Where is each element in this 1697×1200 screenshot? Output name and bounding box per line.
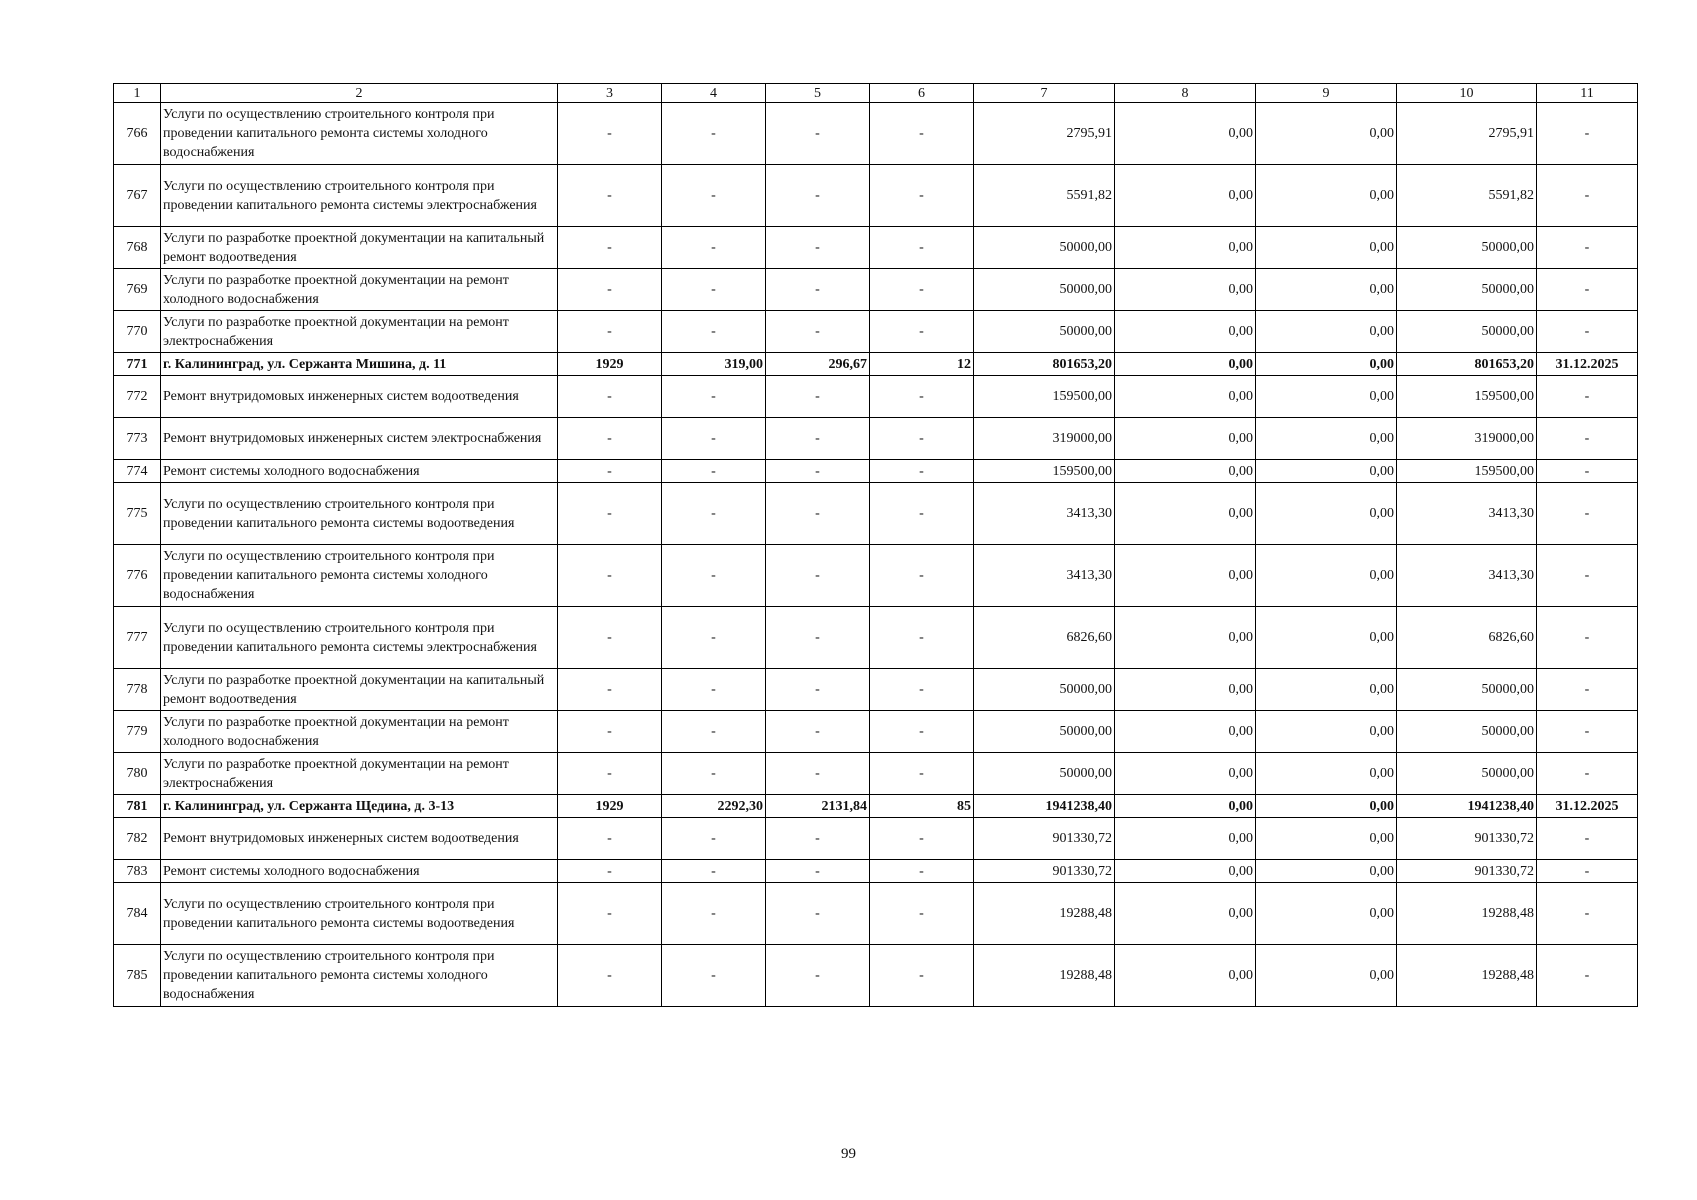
col6-cell: - xyxy=(870,460,974,483)
row-number-cell: 772 xyxy=(114,376,161,418)
col6-cell: 12 xyxy=(870,353,974,376)
col5-cell: - xyxy=(766,711,870,753)
col5-cell: - xyxy=(766,269,870,311)
col7-cell: 1941238,40 xyxy=(974,795,1115,818)
table-row xyxy=(114,269,1638,311)
col6-cell: - xyxy=(870,103,974,165)
column-number-header: 11 xyxy=(1537,84,1638,103)
col10-cell: 50000,00 xyxy=(1397,669,1537,711)
column-number-header: 3 xyxy=(558,84,662,103)
table-row xyxy=(114,860,1638,883)
col3-cell: - xyxy=(558,545,662,607)
table-row xyxy=(114,376,1638,418)
row-number-cell: 768 xyxy=(114,227,161,269)
col9-cell: 0,00 xyxy=(1256,753,1397,795)
col3-cell: - xyxy=(558,669,662,711)
col5-cell: - xyxy=(766,753,870,795)
column-number-header: 2 xyxy=(161,84,558,103)
table-row xyxy=(114,460,1638,483)
col4-cell: - xyxy=(662,460,766,483)
column-number-header: 9 xyxy=(1256,84,1397,103)
col10-cell: 50000,00 xyxy=(1397,269,1537,311)
work-name-cell: Услуги по осуществлению строительного контроля при проведении капитального ремонта системы электроснабжения xyxy=(161,165,558,227)
row-number-cell: 773 xyxy=(114,418,161,460)
col11-cell: - xyxy=(1537,945,1638,1007)
col11-cell: - xyxy=(1537,818,1638,860)
col5-cell: - xyxy=(766,607,870,669)
col5-cell: - xyxy=(766,818,870,860)
row-number-cell: 779 xyxy=(114,711,161,753)
col5-cell: - xyxy=(766,483,870,545)
table-row xyxy=(114,711,1638,753)
column-number-header: 7 xyxy=(974,84,1115,103)
col6-cell: - xyxy=(870,311,974,353)
col4-cell: 319,00 xyxy=(662,353,766,376)
col9-cell: 0,00 xyxy=(1256,883,1397,945)
col10-cell: 901330,72 xyxy=(1397,860,1537,883)
row-number-cell: 778 xyxy=(114,669,161,711)
col3-cell: - xyxy=(558,103,662,165)
col10-cell: 1941238,40 xyxy=(1397,795,1537,818)
col9-cell: 0,00 xyxy=(1256,269,1397,311)
col3-cell: - xyxy=(558,711,662,753)
table-row xyxy=(114,818,1638,860)
col11-cell: - xyxy=(1537,883,1638,945)
col7-cell: 19288,48 xyxy=(974,883,1115,945)
col6-cell: - xyxy=(870,165,974,227)
col6-cell: - xyxy=(870,376,974,418)
col7-cell: 3413,30 xyxy=(974,545,1115,607)
col5-cell: - xyxy=(766,945,870,1007)
work-name-cell: Ремонт внутридомовых инженерных систем электроснабжения xyxy=(161,418,558,460)
col8-cell: 0,00 xyxy=(1115,483,1256,545)
col11-cell: - xyxy=(1537,545,1638,607)
work-name-cell: Услуги по разработке проектной документации на ремонт холодного водоснабжения xyxy=(161,711,558,753)
col10-cell: 50000,00 xyxy=(1397,753,1537,795)
col4-cell: - xyxy=(662,165,766,227)
col5-cell: - xyxy=(766,165,870,227)
col10-cell: 6826,60 xyxy=(1397,607,1537,669)
col6-cell: - xyxy=(870,818,974,860)
col7-cell: 901330,72 xyxy=(974,818,1115,860)
column-number-header: 8 xyxy=(1115,84,1256,103)
page-number: 99 xyxy=(841,1146,856,1162)
col11-cell: - xyxy=(1537,311,1638,353)
col5-cell: - xyxy=(766,669,870,711)
col9-cell: 0,00 xyxy=(1256,311,1397,353)
col10-cell: 159500,00 xyxy=(1397,460,1537,483)
col3-cell: - xyxy=(558,376,662,418)
col9-cell: 0,00 xyxy=(1256,795,1397,818)
col3-cell: - xyxy=(558,269,662,311)
col9-cell: 0,00 xyxy=(1256,460,1397,483)
col3-cell: - xyxy=(558,860,662,883)
col3-cell: - xyxy=(558,483,662,545)
work-name-cell: Услуги по разработке проектной документации на капитальный ремонт водоотведения xyxy=(161,669,558,711)
col5-cell: 2131,84 xyxy=(766,795,870,818)
col8-cell: 0,00 xyxy=(1115,711,1256,753)
col11-cell: - xyxy=(1537,753,1638,795)
col9-cell: 0,00 xyxy=(1256,418,1397,460)
col8-cell: 0,00 xyxy=(1115,669,1256,711)
col5-cell: - xyxy=(766,860,870,883)
col9-cell: 0,00 xyxy=(1256,669,1397,711)
col10-cell: 901330,72 xyxy=(1397,818,1537,860)
col4-cell: - xyxy=(662,860,766,883)
col9-cell: 0,00 xyxy=(1256,545,1397,607)
col8-cell: 0,00 xyxy=(1115,460,1256,483)
col6-cell: - xyxy=(870,860,974,883)
col10-cell: 801653,20 xyxy=(1397,353,1537,376)
col7-cell: 2795,91 xyxy=(974,103,1115,165)
col4-cell: - xyxy=(662,269,766,311)
table-row xyxy=(114,418,1638,460)
col11-cell: - xyxy=(1537,669,1638,711)
row-number-cell: 785 xyxy=(114,945,161,1007)
work-name-cell: Услуги по разработке проектной документации на ремонт электроснабжения xyxy=(161,311,558,353)
work-name-cell: Услуги по осуществлению строительного контроля при проведении капитального ремонта системы холодного водоснабжения xyxy=(161,103,558,165)
col7-cell: 50000,00 xyxy=(974,669,1115,711)
row-number-cell: 780 xyxy=(114,753,161,795)
work-name-cell: Услуги по осуществлению строительного контроля при проведении капитального ремонта системы электроснабжения xyxy=(161,607,558,669)
column-number-header-row xyxy=(114,84,1638,103)
col8-cell: 0,00 xyxy=(1115,103,1256,165)
address-summary-row xyxy=(114,795,1638,818)
col3-cell: - xyxy=(558,818,662,860)
col11-cell: - xyxy=(1537,269,1638,311)
col7-cell: 159500,00 xyxy=(974,376,1115,418)
col8-cell: 0,00 xyxy=(1115,818,1256,860)
table-row xyxy=(114,227,1638,269)
col9-cell: 0,00 xyxy=(1256,376,1397,418)
col8-cell: 0,00 xyxy=(1115,418,1256,460)
col3-cell: - xyxy=(558,607,662,669)
work-name-cell: Услуги по разработке проектной документации на капитальный ремонт водоотведения xyxy=(161,227,558,269)
col10-cell: 5591,82 xyxy=(1397,165,1537,227)
col9-cell: 0,00 xyxy=(1256,860,1397,883)
col5-cell: - xyxy=(766,418,870,460)
table-row xyxy=(114,669,1638,711)
col4-cell: - xyxy=(662,753,766,795)
table-row xyxy=(114,311,1638,353)
col7-cell: 319000,00 xyxy=(974,418,1115,460)
col4-cell: - xyxy=(662,669,766,711)
repair-program-table xyxy=(113,83,1638,1007)
col4-cell: - xyxy=(662,418,766,460)
row-number-cell: 775 xyxy=(114,483,161,545)
col10-cell: 319000,00 xyxy=(1397,418,1537,460)
col4-cell: - xyxy=(662,818,766,860)
col6-cell: - xyxy=(870,607,974,669)
column-number-header: 10 xyxy=(1397,84,1537,103)
col3-cell: - xyxy=(558,460,662,483)
col3-cell: - xyxy=(558,945,662,1007)
row-number-cell: 781 xyxy=(114,795,161,818)
work-name-cell: Ремонт системы холодного водоснабжения xyxy=(161,460,558,483)
row-number-cell: 777 xyxy=(114,607,161,669)
col3-cell: - xyxy=(558,883,662,945)
col9-cell: 0,00 xyxy=(1256,103,1397,165)
col6-cell: - xyxy=(870,883,974,945)
col4-cell: - xyxy=(662,607,766,669)
row-number-cell: 776 xyxy=(114,545,161,607)
col9-cell: 0,00 xyxy=(1256,945,1397,1007)
col8-cell: 0,00 xyxy=(1115,545,1256,607)
column-number-header: 5 xyxy=(766,84,870,103)
col6-cell: - xyxy=(870,227,974,269)
col5-cell: 296,67 xyxy=(766,353,870,376)
col4-cell: - xyxy=(662,945,766,1007)
table-row xyxy=(114,883,1638,945)
col10-cell: 50000,00 xyxy=(1397,711,1537,753)
work-name-cell: Услуги по осуществлению строительного контроля при проведении капитального ремонта системы холодного водоснабжения xyxy=(161,945,558,1007)
col7-cell: 50000,00 xyxy=(974,753,1115,795)
table-row xyxy=(114,103,1638,165)
col8-cell: 0,00 xyxy=(1115,753,1256,795)
col11-cell: - xyxy=(1537,483,1638,545)
col10-cell: 159500,00 xyxy=(1397,376,1537,418)
row-number-cell: 782 xyxy=(114,818,161,860)
col7-cell: 6826,60 xyxy=(974,607,1115,669)
col8-cell: 0,00 xyxy=(1115,795,1256,818)
col8-cell: 0,00 xyxy=(1115,883,1256,945)
row-number-cell: 767 xyxy=(114,165,161,227)
work-name-cell: Ремонт внутридомовых инженерных систем водоотведения xyxy=(161,818,558,860)
work-name-cell: Услуги по осуществлению строительного контроля при проведении капитального ремонта системы холодного водоснабжения xyxy=(161,545,558,607)
col3-cell: - xyxy=(558,311,662,353)
col9-cell: 0,00 xyxy=(1256,227,1397,269)
col5-cell: - xyxy=(766,545,870,607)
col8-cell: 0,00 xyxy=(1115,227,1256,269)
col8-cell: 0,00 xyxy=(1115,945,1256,1007)
col9-cell: 0,00 xyxy=(1256,165,1397,227)
col7-cell: 50000,00 xyxy=(974,269,1115,311)
col4-cell: - xyxy=(662,883,766,945)
column-number-header: 1 xyxy=(114,84,161,103)
table-row xyxy=(114,945,1638,1007)
col7-cell: 50000,00 xyxy=(974,227,1115,269)
col7-cell: 801653,20 xyxy=(974,353,1115,376)
table-row xyxy=(114,483,1638,545)
col5-cell: - xyxy=(766,103,870,165)
col10-cell: 19288,48 xyxy=(1397,883,1537,945)
col6-cell: - xyxy=(870,418,974,460)
col11-cell: - xyxy=(1537,376,1638,418)
col11-cell: - xyxy=(1537,860,1638,883)
col11-cell: 31.12.2025 xyxy=(1537,795,1638,818)
table-row xyxy=(114,753,1638,795)
col3-cell: 1929 xyxy=(558,353,662,376)
col4-cell: - xyxy=(662,711,766,753)
col5-cell: - xyxy=(766,376,870,418)
col3-cell: 1929 xyxy=(558,795,662,818)
col10-cell: 50000,00 xyxy=(1397,311,1537,353)
col8-cell: 0,00 xyxy=(1115,607,1256,669)
col8-cell: 0,00 xyxy=(1115,376,1256,418)
column-number-header: 6 xyxy=(870,84,974,103)
col3-cell: - xyxy=(558,165,662,227)
col11-cell: - xyxy=(1537,418,1638,460)
work-name-cell: Услуги по осуществлению строительного контроля при проведении капитального ремонта системы водоотведения xyxy=(161,883,558,945)
col7-cell: 19288,48 xyxy=(974,945,1115,1007)
col6-cell: 85 xyxy=(870,795,974,818)
col6-cell: - xyxy=(870,753,974,795)
col8-cell: 0,00 xyxy=(1115,860,1256,883)
col7-cell: 159500,00 xyxy=(974,460,1115,483)
work-name-cell: г. Калининград, ул. Сержанта Щедина, д. 3-13 xyxy=(161,795,558,818)
col4-cell: - xyxy=(662,227,766,269)
col6-cell: - xyxy=(870,711,974,753)
col3-cell: - xyxy=(558,418,662,460)
col10-cell: 3413,30 xyxy=(1397,545,1537,607)
col11-cell: 31.12.2025 xyxy=(1537,353,1638,376)
col3-cell: - xyxy=(558,753,662,795)
row-number-cell: 770 xyxy=(114,311,161,353)
col8-cell: 0,00 xyxy=(1115,353,1256,376)
col11-cell: - xyxy=(1537,607,1638,669)
table-row xyxy=(114,165,1638,227)
column-number-header: 4 xyxy=(662,84,766,103)
col6-cell: - xyxy=(870,269,974,311)
col7-cell: 50000,00 xyxy=(974,711,1115,753)
col8-cell: 0,00 xyxy=(1115,165,1256,227)
col9-cell: 0,00 xyxy=(1256,711,1397,753)
work-name-cell: Услуги по разработке проектной документации на ремонт электроснабжения xyxy=(161,753,558,795)
col9-cell: 0,00 xyxy=(1256,818,1397,860)
row-number-cell: 769 xyxy=(114,269,161,311)
col7-cell: 901330,72 xyxy=(974,860,1115,883)
work-name-cell: Услуги по осуществлению строительного контроля при проведении капитального ремонта системы водоотведения xyxy=(161,483,558,545)
col10-cell: 50000,00 xyxy=(1397,227,1537,269)
row-number-cell: 783 xyxy=(114,860,161,883)
col6-cell: - xyxy=(870,483,974,545)
col5-cell: - xyxy=(766,311,870,353)
col6-cell: - xyxy=(870,545,974,607)
col5-cell: - xyxy=(766,227,870,269)
col7-cell: 50000,00 xyxy=(974,311,1115,353)
col9-cell: 0,00 xyxy=(1256,353,1397,376)
work-name-cell: г. Калининград, ул. Сержанта Мишина, д. 11 xyxy=(161,353,558,376)
col8-cell: 0,00 xyxy=(1115,311,1256,353)
col6-cell: - xyxy=(870,669,974,711)
col7-cell: 5591,82 xyxy=(974,165,1115,227)
col4-cell: 2292,30 xyxy=(662,795,766,818)
work-name-cell: Ремонт внутридомовых инженерных систем водоотведения xyxy=(161,376,558,418)
col4-cell: - xyxy=(662,483,766,545)
col3-cell: - xyxy=(558,227,662,269)
col11-cell: - xyxy=(1537,227,1638,269)
row-number-cell: 784 xyxy=(114,883,161,945)
col5-cell: - xyxy=(766,460,870,483)
col5-cell: - xyxy=(766,883,870,945)
row-number-cell: 771 xyxy=(114,353,161,376)
work-name-cell: Ремонт системы холодного водоснабжения xyxy=(161,860,558,883)
col11-cell: - xyxy=(1537,103,1638,165)
col9-cell: 0,00 xyxy=(1256,607,1397,669)
col4-cell: - xyxy=(662,545,766,607)
address-summary-row xyxy=(114,353,1638,376)
row-number-cell: 766 xyxy=(114,103,161,165)
col10-cell: 3413,30 xyxy=(1397,483,1537,545)
col10-cell: 19288,48 xyxy=(1397,945,1537,1007)
table-row xyxy=(114,607,1638,669)
work-name-cell: Услуги по разработке проектной документации на ремонт холодного водоснабжения xyxy=(161,269,558,311)
table-row xyxy=(114,545,1638,607)
col4-cell: - xyxy=(662,103,766,165)
col11-cell: - xyxy=(1537,165,1638,227)
col7-cell: 3413,30 xyxy=(974,483,1115,545)
col11-cell: - xyxy=(1537,711,1638,753)
col6-cell: - xyxy=(870,945,974,1007)
col9-cell: 0,00 xyxy=(1256,483,1397,545)
col4-cell: - xyxy=(662,311,766,353)
col8-cell: 0,00 xyxy=(1115,269,1256,311)
col11-cell: - xyxy=(1537,460,1638,483)
col10-cell: 2795,91 xyxy=(1397,103,1537,165)
row-number-cell: 774 xyxy=(114,460,161,483)
col4-cell: - xyxy=(662,376,766,418)
